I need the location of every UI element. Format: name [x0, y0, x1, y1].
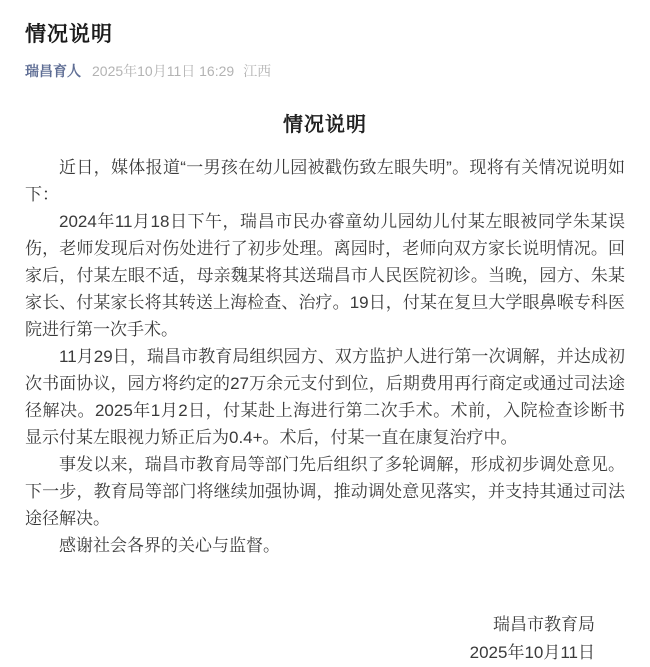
page-title: 情况说明 — [25, 23, 113, 46]
publish-location: 江西 — [243, 63, 272, 79]
statement-paragraph: 11月29日，瑞昌市教育局组织园方、双方监护人进行第一次调解，并达成初次书面协议，园方将约定的27万余元支付到位，后期费用再行商定或通过司法途径解决。2025年1月2日，付某赴上海进行第二次手术。术前，入院检查诊断书显示付某左眼视力矫正后为0.4+。术后，付某一直在康复治疗中。 — [25, 347, 625, 447]
signature-block — [0, 611, 650, 667]
author-link[interactable]: 瑞昌育人 — [25, 63, 81, 79]
article-header — [0, 0, 650, 81]
meta-row — [25, 61, 625, 81]
statement-document — [0, 108, 650, 667]
signature-date: 2025年10月11日 — [469, 643, 595, 662]
statement-paragraph: 近日，媒体报道“一男孩在幼儿园被戳伤致左眼失明”。现将有关情况说明如下： — [25, 158, 625, 204]
statement-paragraph: 感谢社会各界的关心与监督。 — [59, 536, 280, 555]
publish-datetime: 2025年10月11日 16:29 — [92, 63, 235, 79]
statement-title: 情况说明 — [283, 114, 367, 136]
statement-body — [0, 154, 650, 559]
signature-name: 瑞昌市教育局 — [493, 615, 595, 634]
statement-paragraph: 事发以来，瑞昌市教育局等部门先后组织了多轮调解，形成初步调处意见。下一步，教育局等部门将继续加强协调，推动调处意见落实，并支持其通过司法途径解决。 — [25, 455, 625, 528]
statement-paragraph: 2024年11月18日下午，瑞昌市民办睿童幼儿园幼儿付某左眼被同学朱某误伤，老师发现后对伤处进行了初步处理。离园时，老师向双方家长说明情况。回家后，付某左眼不适，母亲魏某将其送瑞昌市人民医院初诊。当晚，园方、朱某家长、付某家长将其转送上海检查、治疗。19日，付某在复旦大学眼鼻喉专科医院进行第一次手术。 — [25, 212, 625, 339]
